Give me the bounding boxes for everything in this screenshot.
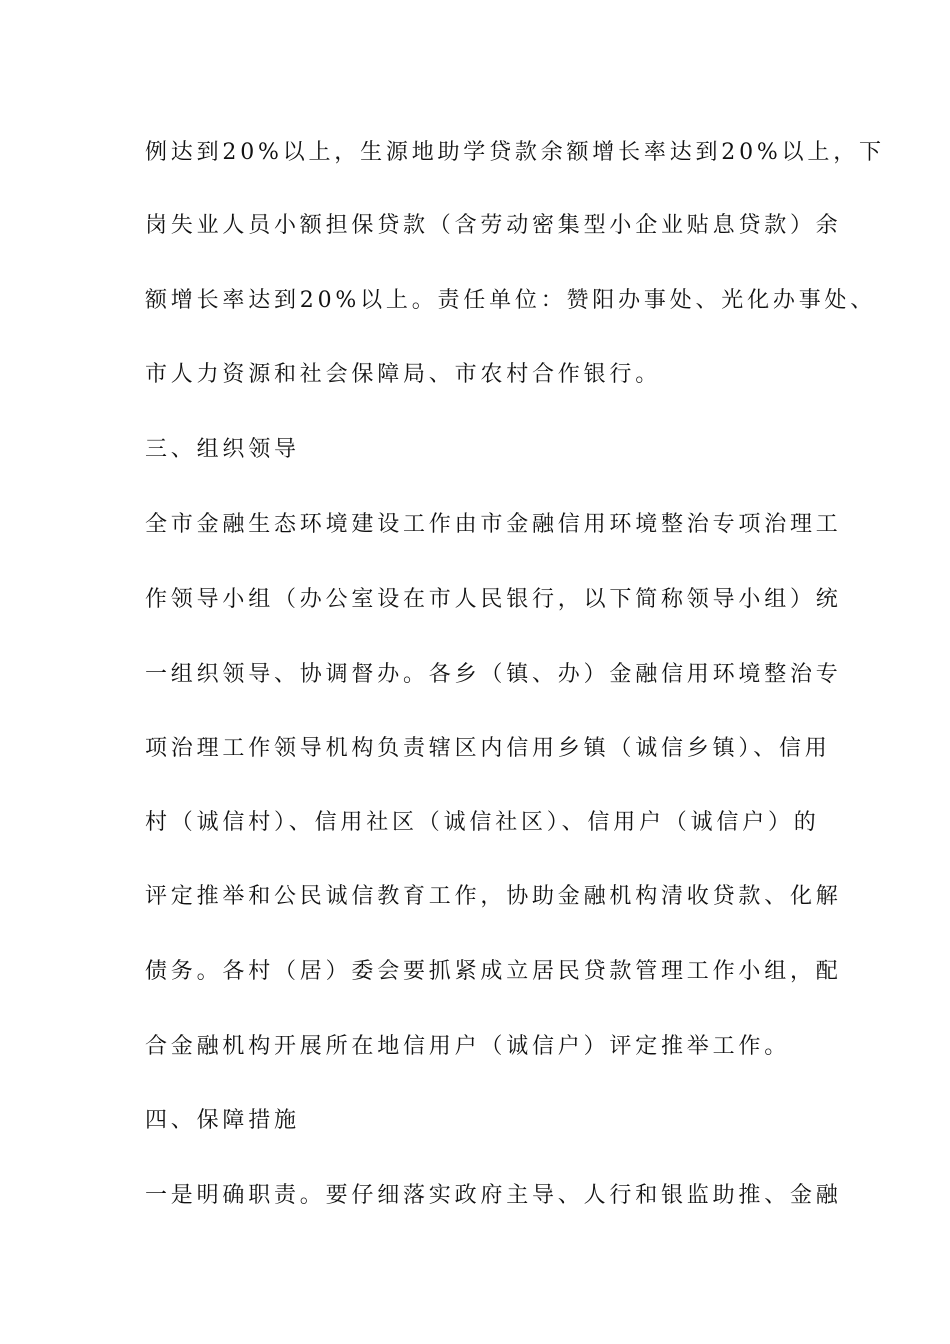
body-text-line: 岗失业人员小额担保贷款（含劳动密集型小企业贴息贷款）余 <box>145 213 842 238</box>
body-text-line: 一是明确职责。要仔细落实政府主导、人行和银监助推、金融 <box>145 1183 842 1208</box>
body-text-line: 合金融机构开展所在地信用户（诚信户）评定推举工作。 <box>145 1034 791 1059</box>
body-text-line: 一组织领导、协调督办。各乡（镇、办）金融信用环境整治专 <box>145 662 842 687</box>
body-text-line: 市人力资源和社会保障局、市农村合作银行。 <box>145 362 662 387</box>
section-heading-organization: 三、组织领导 <box>145 437 300 462</box>
body-text-line: 村（诚信村）、信用社区（诚信社区）、信用户（诚信户）的 <box>145 810 820 835</box>
body-text-line: 例达到20%以上，生源地助学贷款余额增长率达到20%以上，下 <box>145 140 885 165</box>
section-heading-safeguards: 四、保障措施 <box>145 1108 300 1133</box>
body-text-line: 额增长率达到20%以上。责任单位：赞阳办事处、光化办事处、 <box>145 288 877 313</box>
body-text-line: 债务。各村（居）委会要抓紧成立居民贷款管理工作小组，配 <box>145 959 842 984</box>
body-text-line: 作领导小组（办公室设在市人民银行，以下简称领导小组）统 <box>145 587 842 612</box>
body-text-line: 全市金融生态环境建设工作由市金融信用环境整治专项治理工 <box>145 512 842 537</box>
body-text-line: 项治理工作领导机构负责辖区内信用乡镇（诚信乡镇）、信用 <box>145 736 831 761</box>
body-text-line: 评定推举和公民诚信教育工作，协助金融机构清收贷款、化解 <box>145 884 842 909</box>
